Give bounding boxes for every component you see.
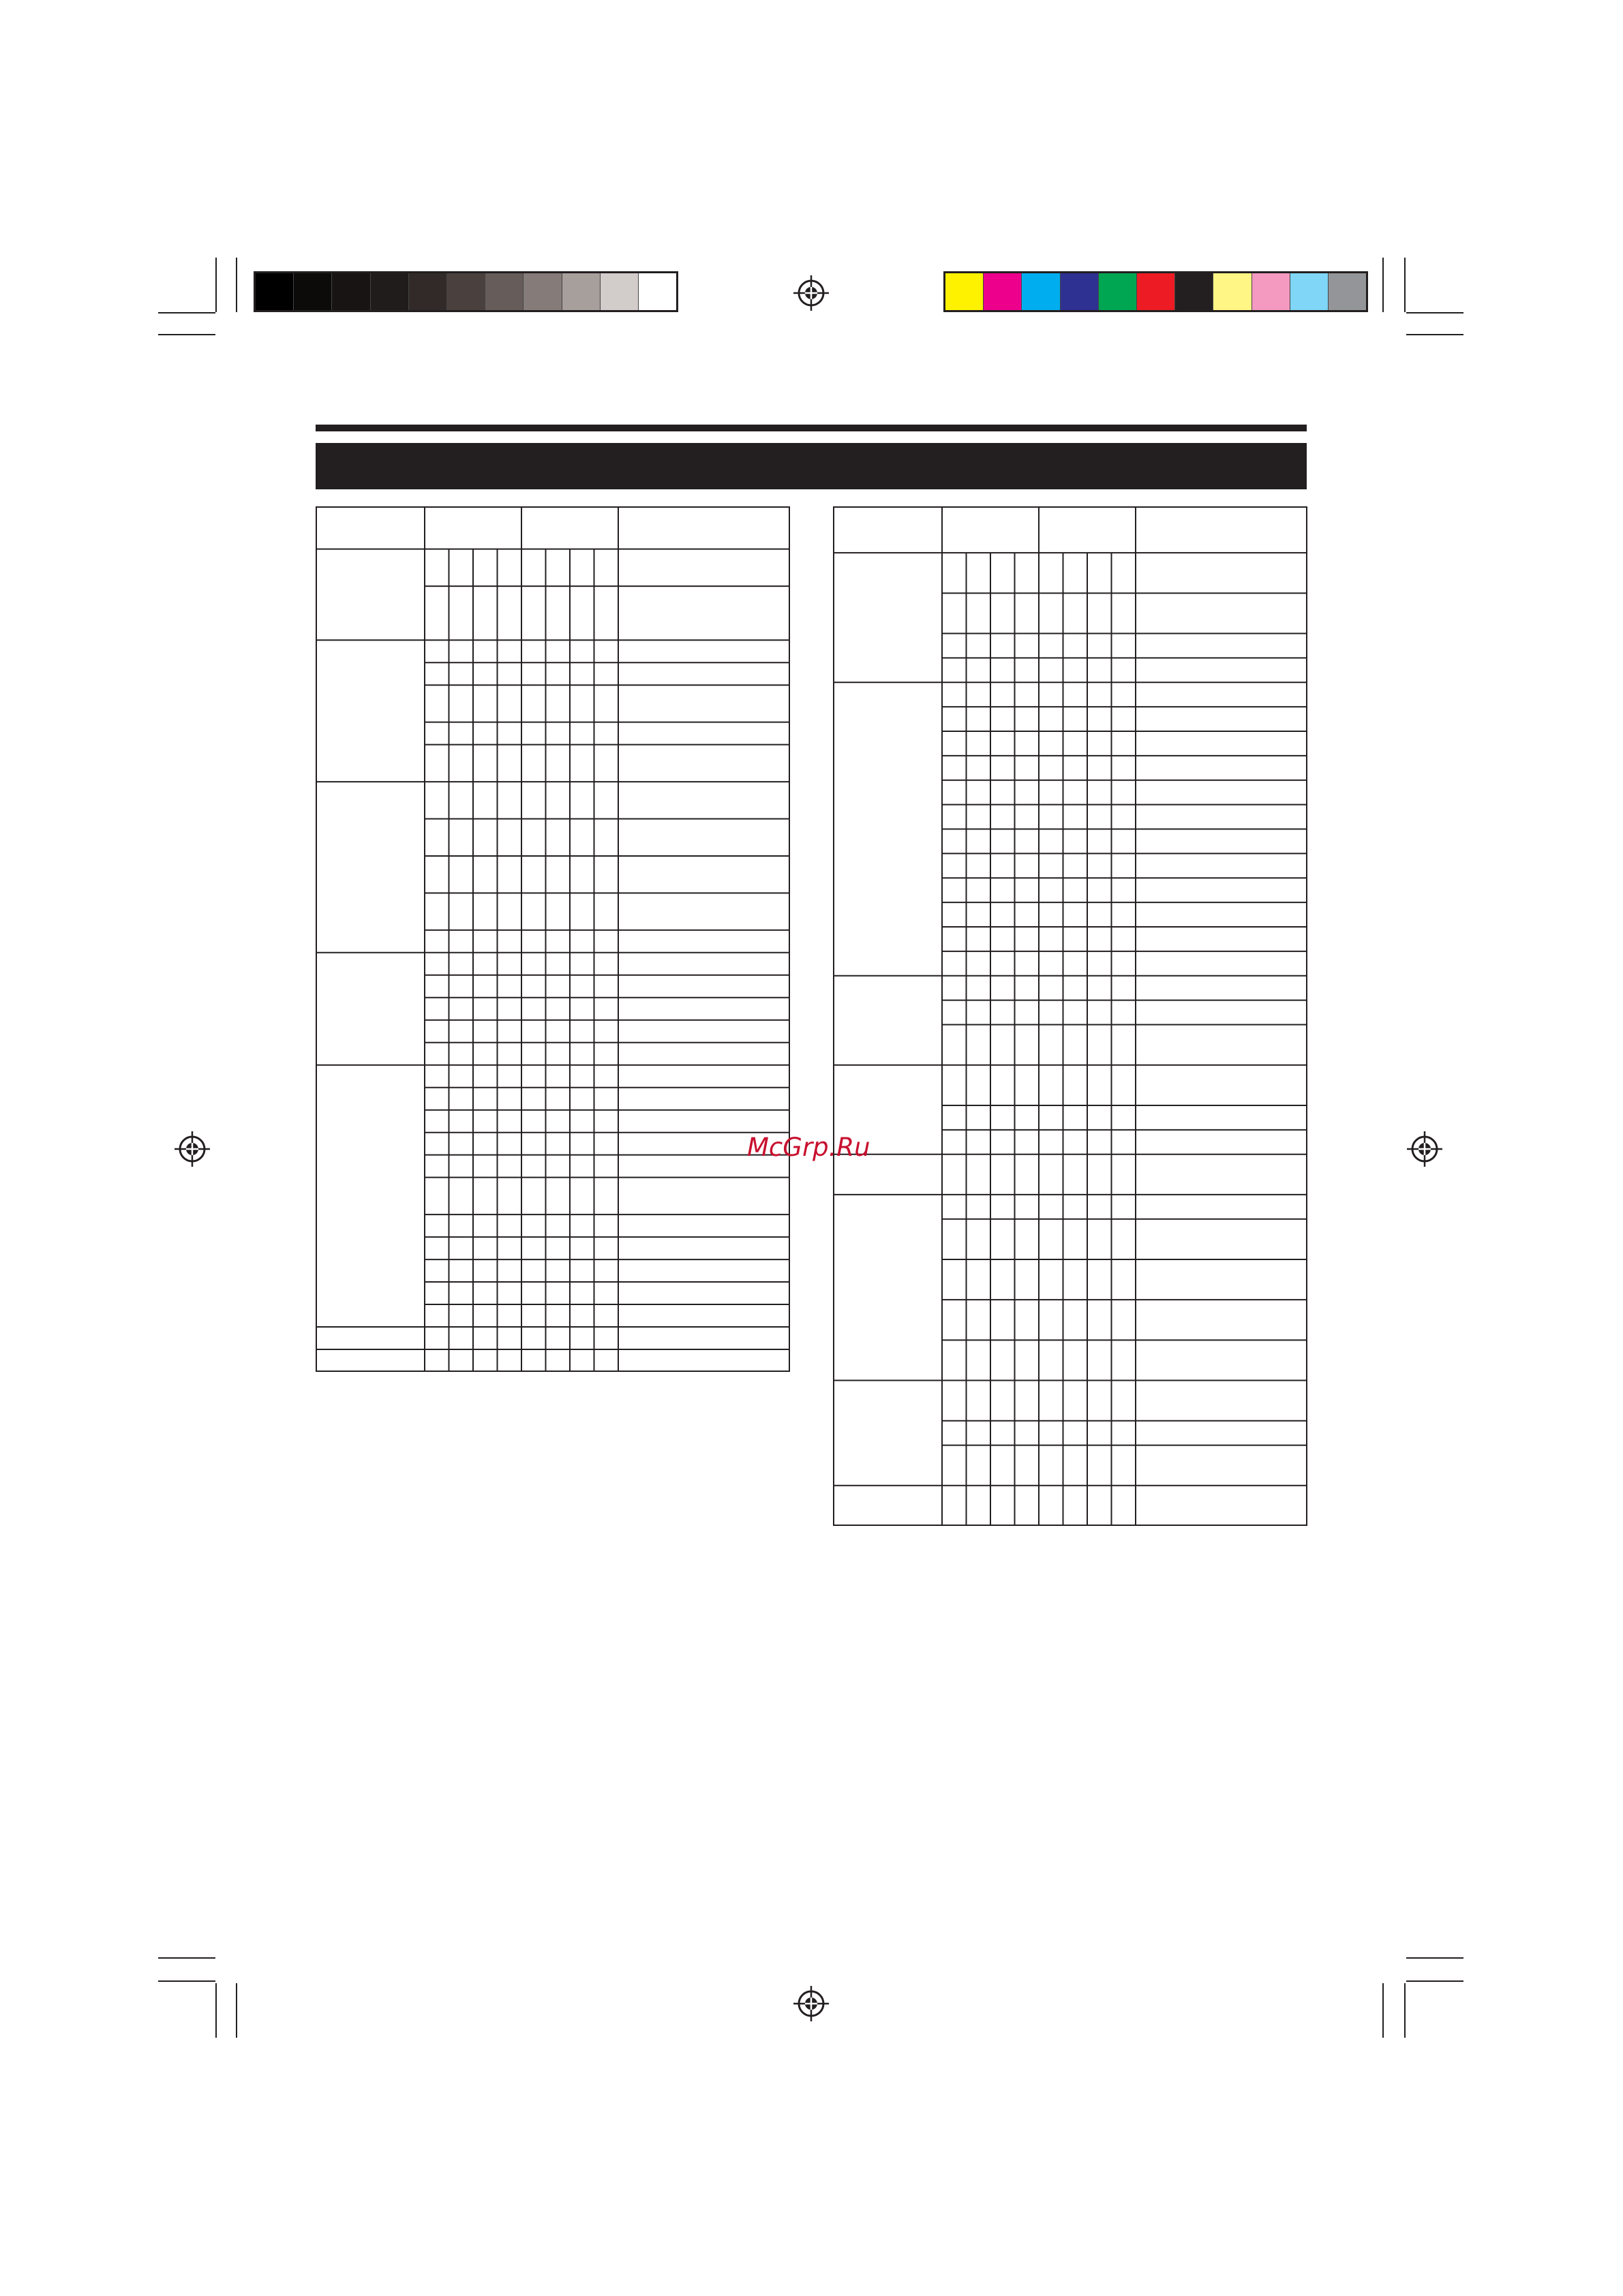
crop-mark-top-left-horizontal — [158, 312, 215, 313]
process-swatch-5 — [1098, 273, 1136, 310]
process-swatch-3 — [1021, 273, 1059, 310]
process-swatch-6 — [1136, 273, 1174, 310]
crop-mark-bottom-left-vertical — [215, 1983, 217, 2038]
grayscale-swatch-4 — [370, 273, 408, 310]
process-swatch-11 — [1328, 273, 1366, 310]
crop-mark-bottom-right-horizontal-2 — [1406, 1980, 1463, 1982]
crop-mark-top-right-horizontal — [1406, 312, 1463, 313]
grayscale-swatch-3 — [331, 273, 369, 310]
grayscale-swatch-10 — [600, 273, 638, 310]
right-table — [833, 506, 1307, 1526]
crop-mark-top-right-vertical-2 — [1404, 258, 1406, 312]
process-swatch-4 — [1060, 273, 1098, 310]
grayscale-color-bar — [254, 271, 678, 312]
left-table-border — [316, 507, 789, 1371]
crop-mark-bottom-left-vertical-2 — [236, 1983, 237, 2038]
crop-mark-bottom-right-horizontal — [1406, 1957, 1463, 1959]
crop-mark-top-left-horizontal-2 — [158, 334, 215, 335]
page-title-bar — [316, 443, 1307, 489]
right-table-border — [834, 507, 1307, 1525]
grayscale-swatch-1 — [256, 273, 293, 310]
registration-mark-icon — [1407, 1131, 1442, 1167]
crop-mark-top-left-vertical-2 — [236, 258, 237, 312]
registration-mark-icon — [793, 275, 829, 311]
process-swatch-10 — [1290, 273, 1328, 310]
grayscale-swatch-6 — [446, 273, 485, 310]
process-swatch-8 — [1213, 273, 1251, 310]
process-color-bar — [943, 271, 1368, 312]
grayscale-swatch-5 — [408, 273, 446, 310]
crop-mark-bottom-right-vertical — [1382, 1983, 1384, 2038]
left-table — [316, 506, 790, 1372]
grayscale-swatch-9 — [562, 273, 600, 310]
grayscale-swatch-7 — [485, 273, 523, 310]
process-swatch-9 — [1252, 273, 1290, 310]
crop-mark-bottom-left-horizontal-2 — [158, 1980, 215, 1982]
crop-mark-bottom-right-vertical-2 — [1404, 1983, 1406, 2038]
process-swatch-7 — [1174, 273, 1213, 310]
watermark-text: McGrp.Ru — [747, 1133, 870, 1162]
process-swatch-2 — [983, 273, 1021, 310]
crop-mark-top-right-horizontal-2 — [1406, 334, 1463, 335]
crop-mark-top-right-vertical — [1382, 258, 1384, 312]
crop-mark-top-left-vertical — [215, 258, 217, 312]
crop-mark-bottom-left-horizontal — [158, 1957, 215, 1959]
grayscale-swatch-2 — [293, 273, 331, 310]
registration-mark-icon — [175, 1131, 210, 1167]
grayscale-swatch-8 — [523, 273, 561, 310]
grayscale-swatch-11 — [638, 273, 676, 310]
registration-mark-icon — [793, 1986, 829, 2021]
page-top-rule — [316, 425, 1307, 431]
process-swatch-1 — [945, 273, 983, 310]
